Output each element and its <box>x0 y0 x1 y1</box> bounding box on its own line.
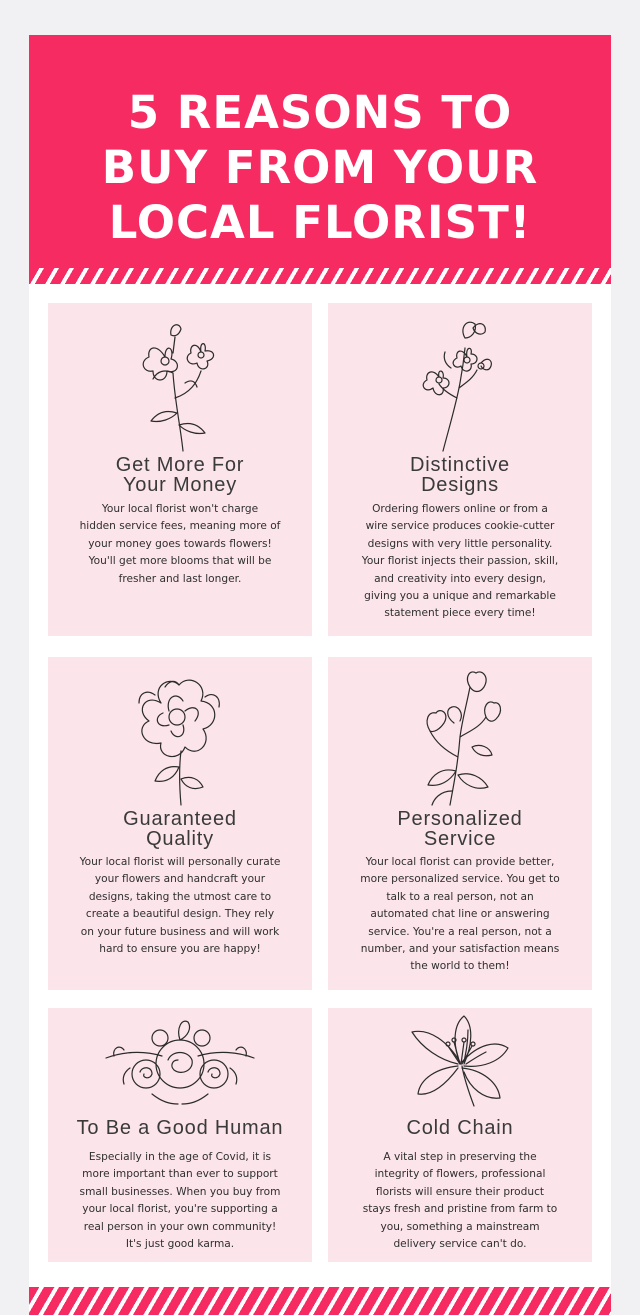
card-title-line: Personalized <box>397 808 523 830</box>
body-line: more important than ever to support <box>82 1168 278 1181</box>
card-title-line: Quality <box>146 828 214 850</box>
body-line: on your future business and will work <box>80 925 280 938</box>
body-line: A vital step in preserving the <box>383 1151 537 1163</box>
card-body <box>340 854 580 976</box>
body-line: talk to a real person, not an <box>386 890 534 903</box>
reason-card-money <box>48 303 312 636</box>
card-title-line: Cold Chain <box>406 1117 514 1139</box>
body-line: your flowers and handcraft your <box>94 873 266 886</box>
body-line: real person in your own community! <box>83 1220 277 1233</box>
header-banner <box>29 35 611 283</box>
body-line: Your local florist can provide better, <box>365 856 555 868</box>
blossom-stem-illustration-icon <box>328 303 592 453</box>
body-line: florists will ensure their product <box>375 1185 545 1198</box>
body-line: Especially in the age of Covid, it is <box>88 1151 272 1163</box>
body-line: It's just good karma. <box>125 1238 235 1251</box>
striped-divider-top <box>29 268 611 284</box>
body-line: your money goes towards flowers! <box>88 537 272 550</box>
card-body <box>340 501 580 623</box>
card-title <box>334 1118 586 1138</box>
reason-card-service <box>328 657 592 990</box>
title-line: BUY FROM YOUR <box>101 141 539 194</box>
body-line: service. You're a real person, not a <box>368 925 552 938</box>
body-line: delivery service can't do. <box>393 1238 527 1251</box>
body-line: stays fresh and pristine from farm to <box>362 1203 558 1216</box>
reason-card-quality <box>48 657 312 990</box>
reason-card-good-human <box>48 1008 312 1262</box>
body-line: automated chat line or answering <box>370 908 550 921</box>
title-line: 5 REASONS TO <box>127 86 513 139</box>
body-line: statement piece every time! <box>384 607 536 620</box>
card-title <box>334 455 586 495</box>
card-title-line: Service <box>423 828 497 850</box>
body-line: your local florist, you're supporting a <box>82 1203 278 1216</box>
infographic-poster <box>29 35 611 1315</box>
magnolia-branch-illustration-icon <box>328 657 592 807</box>
card-title <box>54 1118 306 1138</box>
body-line: Your local florist won't charge <box>101 503 259 515</box>
card-body <box>60 501 300 588</box>
body-line: fresher and last longer. <box>118 572 242 585</box>
card-title-line: Designs <box>421 474 499 496</box>
page-title <box>29 85 611 250</box>
reason-card-cold-chain <box>328 1008 592 1262</box>
body-line: designs with very little personality. <box>367 537 553 550</box>
body-line: Your florist injects their passion, skill, <box>361 555 559 568</box>
card-title-line: Get More For <box>115 454 245 476</box>
card-title <box>334 809 586 849</box>
body-line: designs, taking the utmost care to <box>88 890 272 903</box>
body-line: integrity of flowers, professional <box>374 1168 546 1181</box>
body-line: more personalized service. You get to <box>360 873 560 886</box>
peony-illustration-icon <box>48 657 312 807</box>
card-body <box>60 1149 300 1253</box>
body-line: the world to them! <box>410 960 510 973</box>
card-title-line: Distinctive <box>410 454 510 476</box>
body-line: wire service produces cookie-cutter <box>365 520 555 533</box>
body-line: you, something a mainstream <box>380 1220 540 1233</box>
reason-card-designs <box>328 303 592 636</box>
card-title-line: Your Money <box>123 474 237 496</box>
body-line: hidden service fees, meaning more of <box>79 520 281 533</box>
card-title <box>54 455 306 495</box>
sprig-flower-illustration-icon <box>48 303 312 453</box>
body-line: Your local florist will personally curate <box>79 856 281 868</box>
card-title <box>54 809 306 849</box>
body-line: number, and your satisfaction means <box>360 943 560 956</box>
title-line: LOCAL FLORIST! <box>108 196 532 249</box>
body-line: and creativity into every design, <box>374 572 546 585</box>
striped-divider-bottom <box>29 1287 611 1315</box>
card-title-line: Guaranteed <box>123 808 237 830</box>
body-line: create a beautiful design. They rely <box>85 908 275 921</box>
rose-garland-illustration-icon <box>48 1008 312 1108</box>
card-body <box>340 1149 580 1253</box>
body-line: You'll get more blooms that will be <box>88 555 272 568</box>
body-line: giving you a unique and remarkable <box>364 590 556 603</box>
card-title-line: To Be a Good Human <box>76 1117 284 1139</box>
body-line: small businesses. When you buy from <box>79 1185 281 1198</box>
lily-illustration-icon <box>328 1008 592 1108</box>
body-line: hard to ensure you are happy! <box>99 943 261 956</box>
body-line: Ordering flowers online or from a <box>372 503 548 515</box>
card-body <box>60 854 300 958</box>
